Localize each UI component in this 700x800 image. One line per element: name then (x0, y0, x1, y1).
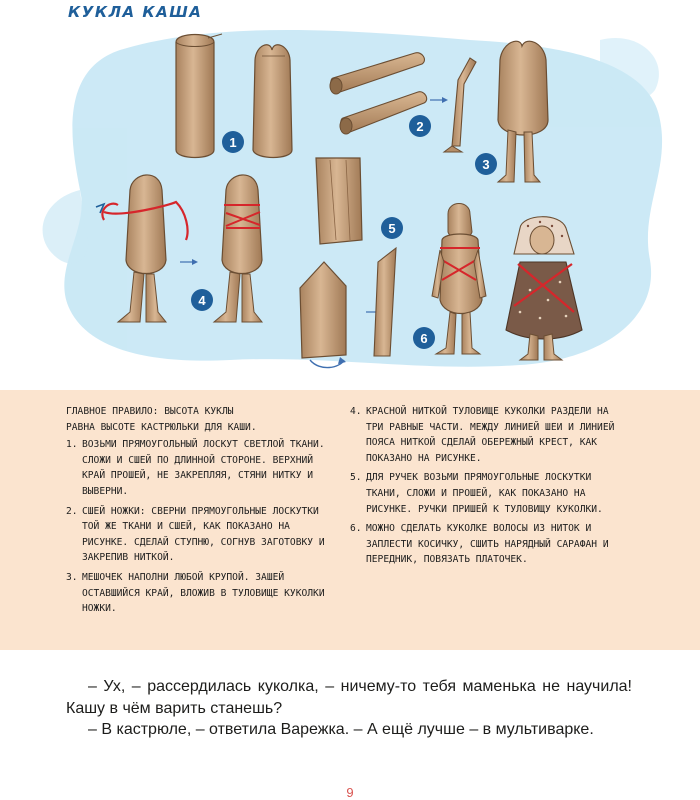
step-number: 2. (66, 505, 78, 517)
step-2-badge (409, 115, 431, 137)
instruction-step (66, 570, 338, 617)
instruction-step (350, 404, 630, 466)
instruction-step (350, 470, 630, 517)
page-title: КУКЛА КАША (68, 3, 203, 21)
main-rule-line-2: РАВНА ВЫСОТЕ КАСТРЮЛЬКИ ДЛЯ КАШИ. (66, 421, 257, 433)
main-rule-line-1: ГЛАВНОЕ ПРАВИЛО: ВЫСОТА КУКЛЫ (66, 406, 234, 417)
instructions-panel (0, 390, 700, 650)
step-1-badge (222, 131, 244, 153)
page-number: 9 (346, 785, 354, 800)
instruction-step (350, 521, 630, 568)
story-paragraph-2: – В кастрюле, – ответила Варежка. – А ещё лучше – в мультиварке. (88, 721, 594, 738)
step-number: 4. (350, 406, 362, 417)
step-4-label: 4 (198, 293, 206, 308)
step-5-label: 5 (388, 221, 396, 236)
step-text: КРАСНОЙ НИТКОЙ ТУЛОВИЩЕ КУКОЛКИ РАЗДЕЛИ НА ТРИ РАВНЫЕ ЧАСТИ. МЕЖДУ ЛИНИЕЙ ШЕИ И ЛИНИЕЙ ПОЯСА НИТКОЙ СДЕЛАЙ ОБЕРЕЖНЫЙ КРЕСТ, КАК ПОКАЗАНО НА РИСУНКЕ. (366, 406, 615, 464)
step-text: ДЛЯ РУЧЕК ВОЗЬМИ ПРЯМОУГОЛЬНЫЕ ЛОСКУТКИ ТКАНИ, СЛОЖИ И ПРОШЕЙ, КАК ПОКАЗАНО НА РИСУНКЕ. РУЧКИ ПРИШЕЙ К ТУЛОВИЩУ КУКОЛКИ. (366, 472, 603, 515)
step-6-badge (413, 327, 435, 349)
step-1-label: 1 (229, 135, 237, 150)
step-text: МОЖНО СДЕЛАТЬ КУКОЛКЕ ВОЛОСЫ ИЗ НИТОК И ЗАПЛЕСТИ КОСИЧКУ, СШИТЬ НАРЯДНЫЙ САРАФАН И ПЕРЕДНИК, ПОВЯЗАТЬ ПЛАТОЧЕК. (366, 523, 609, 566)
step-3-badge (475, 153, 497, 175)
step-5-badge (381, 217, 403, 239)
step-text: МЕШОЧЕК НАПОЛНИ ЛЮБОЙ КРУПОЙ. ЗАШЕЙ ОСТАВШИЙСЯ КРАЙ, ВЛОЖИВ В ТУЛОВИЩЕ КУКОЛКИ НОЖКИ. (82, 571, 325, 615)
instruction-step (66, 437, 338, 499)
step-4-badge (191, 289, 213, 311)
story-text (66, 676, 632, 741)
step-number: 1. (66, 439, 78, 451)
instructions-left-column (66, 404, 338, 621)
step-number: 6. (350, 523, 362, 535)
step-number: 5. (350, 472, 362, 484)
instruction-step (66, 504, 338, 566)
main-rule (66, 404, 338, 435)
steps-list-left (66, 437, 338, 617)
step-number: 3. (66, 571, 78, 583)
instructions-right-column (350, 404, 630, 572)
story-paragraph-1: – Ух, – рассердилась куколка, – ничему-то тебя маменька не научила! Кашу в чём варить станешь? (66, 678, 632, 717)
step-2-label: 2 (416, 119, 424, 134)
steps-list-right (350, 404, 630, 568)
step-6-label: 6 (420, 331, 428, 346)
doll-steps-illustration (0, 0, 700, 390)
step-text: ВОЗЬМИ ПРЯМОУГОЛЬНЫЙ ЛОСКУТ СВЕТЛОЙ ТКАНИ. СЛОЖИ И СШЕЙ ПО ДЛИННОЙ СТОРОНЕ. ВЕРХНИЙ КРАЙ ПРОШЕЙ, НЕ ЗАКРЕПЛЯЯ, СТЯНИ НИТКУ И ВЫВЕРНИ. (82, 439, 325, 497)
step-3-label: 3 (482, 157, 490, 172)
step-text: СШЕЙ НОЖКИ: СВЕРНИ ПРЯМОУГОЛЬНЫЕ ЛОСКУТКИ ТОЙ ЖЕ ТКАНИ И СШЕЙ, КАК ПОКАЗАНО НА РИСУНКЕ. СДЕЛАЙ СТУПНЮ, СОГНУВ ЗАГОТОВКУ И ЗАКРЕПИВ НИТКОЙ. (82, 505, 325, 564)
